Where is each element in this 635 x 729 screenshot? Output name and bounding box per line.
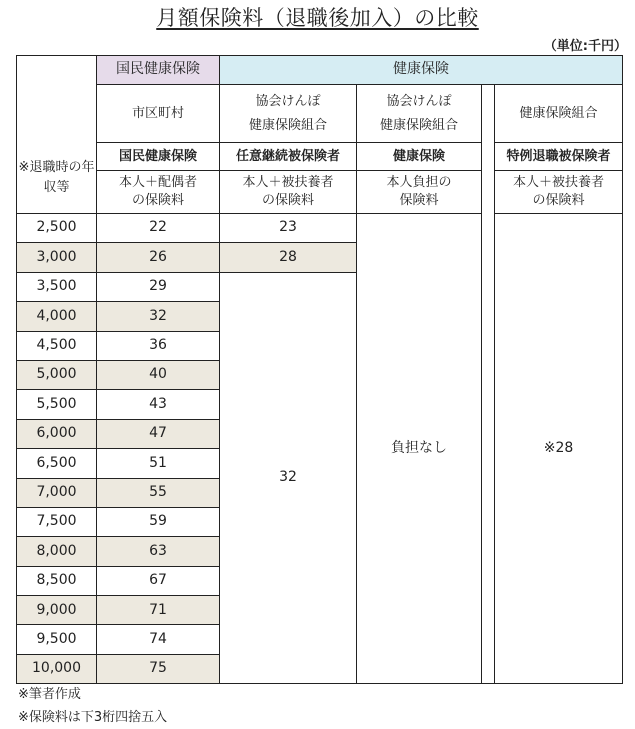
kokumin-cell: 74 bbox=[97, 625, 220, 654]
kokumin-cell: 63 bbox=[97, 537, 220, 566]
spacer-cell bbox=[482, 143, 495, 171]
kokumin-cell: 67 bbox=[97, 566, 220, 595]
tokurei-cell: ※28 bbox=[495, 214, 623, 684]
page-title: 月額保険料（退職後加入）の比較 bbox=[156, 6, 479, 30]
income-cell: 7,000 bbox=[17, 478, 97, 507]
spacer-cell bbox=[482, 171, 495, 214]
basis-tokurei: 本人＋被扶養者 の保険料 bbox=[495, 171, 623, 214]
insurer-kenpo: 協会けんぽ 健康保険組合 bbox=[357, 85, 482, 143]
kokumin-cell: 26 bbox=[97, 243, 220, 272]
comparison-table bbox=[16, 55, 623, 684]
corner-cell bbox=[17, 56, 97, 85]
insurer-text: 市区町村 bbox=[131, 105, 184, 121]
income-cell: 7,500 bbox=[17, 507, 97, 536]
income-cell: 4,500 bbox=[17, 331, 97, 360]
footnote: ※保険料は下3桁四捨五入 bbox=[18, 710, 168, 725]
insurer-nini: 協会けんぽ 健康保険組合 bbox=[220, 85, 357, 143]
income-cell: 10,000 bbox=[17, 654, 97, 683]
type-kenpo: 健康保険 bbox=[357, 143, 482, 171]
nini-cell: 23 bbox=[220, 214, 357, 243]
basis-kokumin: 本人＋配偶者 の保険料 bbox=[97, 171, 220, 214]
basis-nini: 本人＋被扶養者 の保険料 bbox=[220, 171, 357, 214]
group-kenpo-header: 健康保険 bbox=[220, 56, 623, 85]
insurer-kokumin bbox=[97, 85, 220, 143]
income-cell: 5,500 bbox=[17, 390, 97, 419]
corner-cell-2 bbox=[17, 85, 97, 143]
income-cell: 5,000 bbox=[17, 360, 97, 389]
kokumin-cell: 55 bbox=[97, 478, 220, 507]
kokumin-cell: 43 bbox=[97, 390, 220, 419]
kokumin-cell: 22 bbox=[97, 214, 220, 243]
nini-cell: 32 bbox=[220, 272, 357, 683]
table-row bbox=[17, 214, 623, 243]
income-cell: 9,000 bbox=[17, 596, 97, 625]
type-kokumin: 国民健康保険 bbox=[97, 143, 220, 171]
kokumin-cell: 51 bbox=[97, 449, 220, 478]
income-cell: 8,500 bbox=[17, 566, 97, 595]
kokumin-cell: 29 bbox=[97, 272, 220, 301]
nini-cell: 28 bbox=[220, 243, 357, 272]
row-label-income: ※退職時の年収等 bbox=[17, 143, 97, 214]
kokumin-cell: 40 bbox=[97, 360, 220, 389]
unit-label: （単位:千円） bbox=[543, 39, 627, 54]
insurer-tokurei: 健康保険組合 bbox=[495, 85, 623, 143]
kokumin-cell: 71 bbox=[97, 596, 220, 625]
type-tokurei: 特例退職被保険者 bbox=[495, 143, 623, 171]
income-cell: 8,000 bbox=[17, 537, 97, 566]
income-cell: 3,500 bbox=[17, 272, 97, 301]
income-cell: 3,000 bbox=[17, 243, 97, 272]
income-cell: 6,500 bbox=[17, 449, 97, 478]
kokumin-cell: 59 bbox=[97, 507, 220, 536]
kenpo-cell: 負担なし bbox=[357, 214, 482, 684]
income-cell: 2,500 bbox=[17, 214, 97, 243]
income-cell: 6,000 bbox=[17, 419, 97, 448]
kokumin-cell: 75 bbox=[97, 654, 220, 683]
kokumin-cell: 47 bbox=[97, 419, 220, 448]
income-cell: 4,000 bbox=[17, 302, 97, 331]
footnote: ※筆者作成 bbox=[18, 687, 81, 702]
spacer-cell bbox=[482, 214, 495, 684]
type-nini: 任意継続被保険者 bbox=[220, 143, 357, 171]
kokumin-cell: 32 bbox=[97, 302, 220, 331]
spacer-cell bbox=[482, 85, 495, 143]
basis-kenpo: 本人負担の 保険料 bbox=[357, 171, 482, 214]
kokumin-cell: 36 bbox=[97, 331, 220, 360]
footnotes bbox=[18, 683, 167, 729]
income-cell: 9,500 bbox=[17, 625, 97, 654]
group-kokumin-header: 国民健康保険 bbox=[97, 56, 220, 85]
